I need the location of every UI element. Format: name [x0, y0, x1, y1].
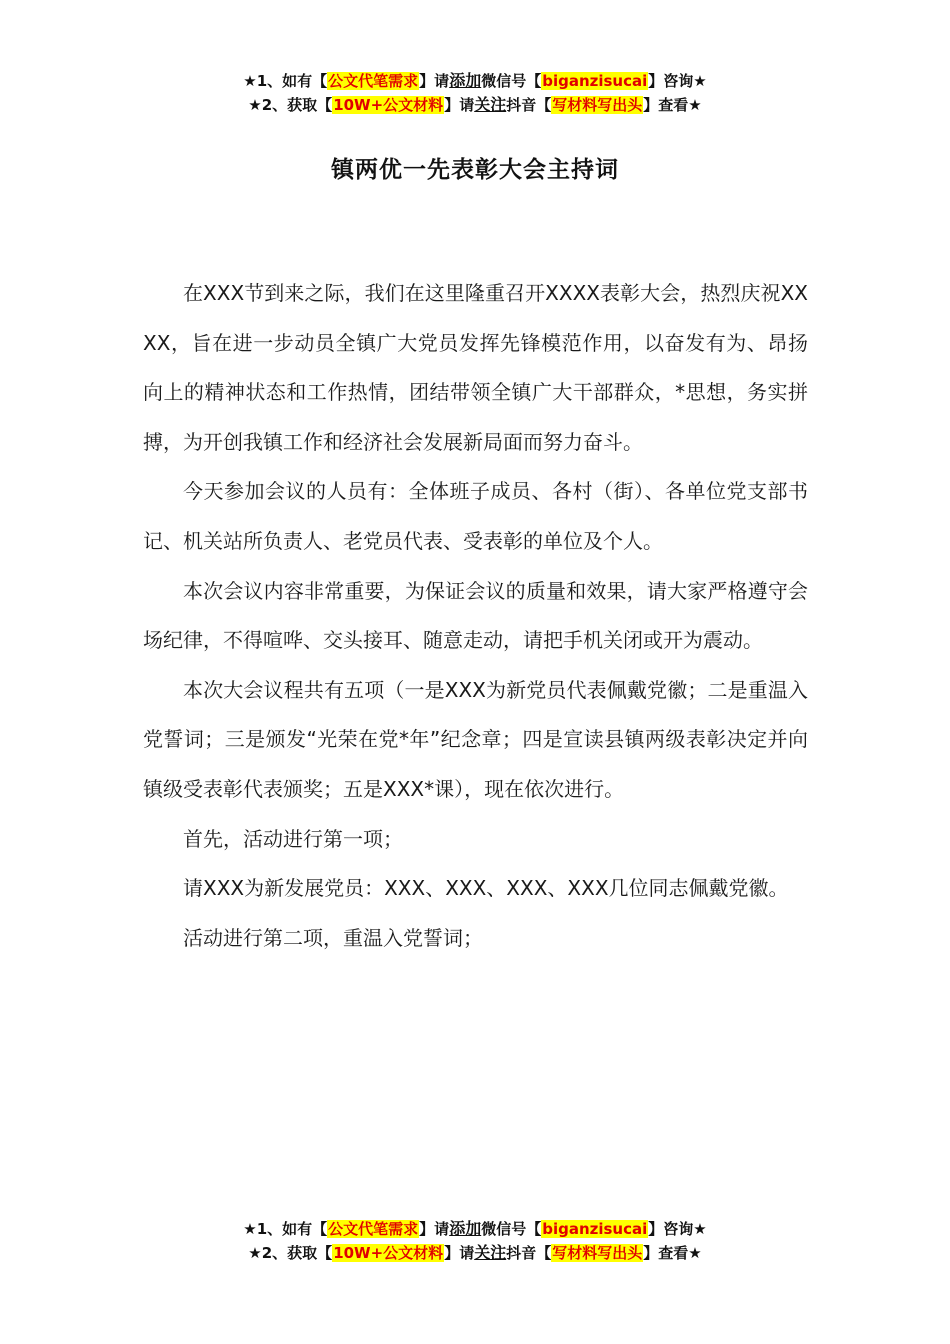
header-promo-banner — [0, 69, 950, 117]
promo-line-2: ★2、获取【10W+公文材料】请关注抖音【写材料写出头】查看★ — [248, 1243, 702, 1262]
promo-line-1: ★1、如有【公文代笔需求】请添加微信号【biganzisucai】咨询★ — [243, 71, 707, 90]
body-paragraph: 在XXX节到来之际，我们在这里隆重召开XXXX表彰大会，热烈庆祝XXXX，旨在进一步动员全镇广大党员发挥先锋模范作用，以奋发有为、昂扬向上的精神状态和工作热情，团结带领全镇广大干部群众，*思想，务实拼搏，为开创我镇工作和经济社会发展新局面而努力奋斗。 — [143, 281, 808, 454]
wechat-id: biganzisucai — [542, 1220, 648, 1238]
douyin-account: 写材料写出头 — [552, 96, 643, 114]
body-paragraph: 活动进行第二项，重温入党誓词； — [183, 925, 483, 950]
body-paragraph: 首先，活动进行第一项； — [183, 826, 403, 851]
document-title: 镇两优一先表彰大会主持词 — [331, 157, 619, 183]
document-body — [143, 269, 808, 963]
body-paragraph: 本次会议内容非常重要，为保证会议的质量和效果，请大家严格遵守会场纪律，不得喧哗、交头接耳、随意走动，请把手机关闭或开为震动。 — [143, 578, 808, 653]
body-paragraph: 请XXX为新发展党员：XXX、XXX、XXX、XXX几位同志佩戴党徽。 — [183, 876, 789, 901]
wechat-id: biganzisucai — [542, 72, 648, 90]
promo-line-1: ★1、如有【公文代笔需求】请添加微信号【biganzisucai】咨询★ — [243, 1219, 707, 1238]
body-paragraph: 今天参加会议的人员有：全体班子成员、各村（街）、各单位党支部书记、机关站所负责人、老党员代表、受表彰的单位及个人。 — [143, 479, 808, 553]
douyin-account: 写材料写出头 — [552, 1244, 643, 1262]
promo-line-2: ★2、获取【10W+公文材料】请关注抖音【写材料写出头】查看★ — [248, 95, 702, 114]
body-paragraph: 本次大会议程共有五项（一是XXX为新党员代表佩戴党徽；二是重温入党誓词；三是颁发“光荣在党*年”纪念章；四是宣读县镇两级表彰决定并向镇级受表彰代表颁奖；五是XXX*课），现在依次进行。 — [143, 677, 808, 801]
footer-promo-banner — [0, 1217, 950, 1265]
